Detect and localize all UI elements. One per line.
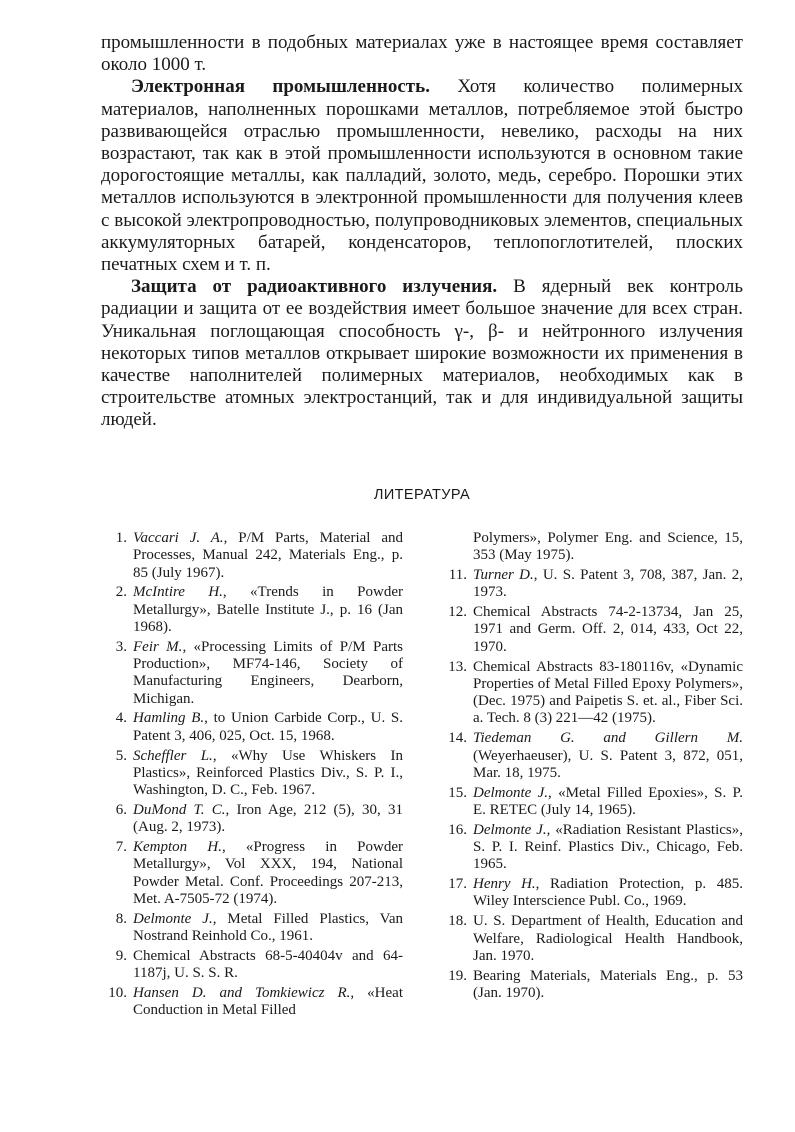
reference-item [441,822,743,874]
reference-text: , P/M Parts, Material and Processes, Manual 242, Materials Eng., p. 85 (July 1967). [133,530,403,581]
reference-text: , «Progress in Powder Metallurgy», Vol XXX, 194, National Powder Metal. Conf. Proceedings 207-213, Met. A-7505-72 (1974). [133,839,403,907]
reference-number: 5. [115,747,127,764]
paragraph-electronics-text: Хотя количество полимерных материалов, наполненных порошками металлов, потребляемое этой быстро развивающейся отраслью промышленности, невелико, расходы на них возрастают, так как в этой промышленности используются в основном такие дорогостоящие металлы, как палладий, золото, медь, серебро. Порошки этих металлов используются в электронной промышленности для получения клеев с высокой электропроводностью, полупроводниковых элементов, специальных аккумуляторных батарей, конденсаторов, теплопоглотителей, плоских печатных схем и т. п. [101,76,743,276]
reference-number: 10. [108,984,127,1001]
reference-item [101,584,403,636]
reference-item [441,913,743,965]
reference-text: , U. S. Patent 3, 708, 387, Jan. 2, 1973. [473,567,743,601]
reference-author: Delmonte J. [473,784,549,801]
reference-author: McIntire H. [133,584,223,601]
reference-author: Turner D. [473,567,534,584]
reference-item [441,604,743,656]
reference-number: 15. [448,784,467,801]
reference-number: 8. [115,910,127,927]
reference-item [101,748,403,800]
paragraph-radiation-text: В ядерный век контроль радиации и защита от ее воздействия имеет большое значение для всех стран. Уникальная поглощающая способность γ-, β- и нейтронного излучения некоторых типов металлов открывает широкие возможности их применения в качестве наполнителей полимерных материалов, необходимых как в строительстве атомных электростанций, так и для индивидуальной защиты людей. [101,276,743,431]
reference-author: Vaccari J. A. [133,530,224,546]
reference-text: (Weyerhaeuser), U. S. Patent 3, 872, 051, Mar. 18, 1975. [473,747,743,781]
reference-text: , Metal Filled Plastics, Van Nostrand Reinhold Co., 1961. [133,910,403,945]
reference-item [101,530,403,582]
section-title-radiation: Защита от радиоактивного излучения. [131,276,498,298]
reference-author: Scheffler L. [133,747,213,764]
reference-text: , «Why Use Whiskers In Plastics», Reinforced Plastics Div., S. P. I., Washington, D. C., Feb. 1967. [133,747,403,799]
reference-number: 11. [448,567,467,584]
reference-author: DuMond T. C. [133,801,226,818]
reference-number: 14. [448,730,467,747]
reference-author: Tiedeman G. and Gillern M. [473,730,743,747]
reference-item [441,968,743,1003]
reference-number: 2. [115,584,127,601]
reference-author: Delmonte J. [133,910,213,927]
reference-number: 12. [448,604,467,621]
reference-text: , «Processing Limits of P/M Parts Production», MF74-146, Society of Manufacturing Engineers, Dearborn, Michigan. [133,638,403,707]
reference-item [441,876,743,911]
paragraph-electronics [101,76,743,276]
reference-text: , Iron Age, 212 (5), 30, 31 (Aug. 2, 1973). [133,801,403,836]
reference-number: 1. [115,530,127,546]
reference-item [441,785,743,820]
reference-author: Delmonte J. [473,821,547,838]
reference-text: , «Heat Conduction in Metal Filled [133,984,403,1019]
reference-continued: Polymers», Polymer Eng. and Science, 15, 353 (May 1975). [473,530,743,564]
reference-item [101,839,403,908]
reference-text: Chemical Abstracts 83-180116v, «Dynamic Properties of Metal Filled Epoxy Polymers», (Dec. 1975) and Paipetis S. et. al., Fiber Sci. a. Tech. 8 (3) 221—42 (1975). [473,658,743,727]
reference-author: Hansen D. and Tomkiewicz R. [133,984,351,1001]
reference-text: Bearing Materials, Materials Eng., p. 53 (Jan. 1970). [473,967,743,1001]
reference-text: U. S. Department of Health, Education and Welfare, Radiological Health Handbook, Jan. 1970. [473,913,743,964]
reference-author: Henry H. [473,876,536,893]
reference-item [101,639,403,708]
reference-number: 9. [115,947,127,964]
reference-number: 17. [448,876,467,893]
section-title-electronics: Электронная промышленность. [131,76,430,98]
reference-item [101,710,403,745]
reference-number: 3. [115,638,127,655]
reference-number: 13. [448,658,467,675]
references-column-right [441,530,743,1005]
reference-text: , «Metal Filled Epoxies», S. P. E. RETEC (July 14, 1965). [473,784,743,818]
references-column-left [101,530,403,1022]
reference-number: 7. [115,839,127,856]
reference-item [441,659,743,728]
body-text [101,32,743,503]
reference-author: Kempton H. [133,839,222,856]
reference-text: , Radiation Protection, p. 485. Wiley Interscience Publ. Co., 1969. [473,876,743,910]
reference-item [101,911,403,946]
reference-number: 6. [115,801,127,818]
reference-item [101,802,403,837]
reference-text: , «Radiation Resistant Plastics», S. P. I. Reinf. Plastics Div., Chicago, Feb. 1965. [473,821,744,873]
reference-item [101,985,403,1020]
reference-item [101,948,403,983]
reference-number: 18. [448,913,467,930]
paragraph-continued: промышленности в подобных материалах уже в настоящее время составляет около 1000 т. [101,32,743,76]
reference-text: Chemical Abstracts 68-5-40404v and 64-1187j, U. S. S. R. [133,947,403,982]
reference-item [441,730,743,782]
paragraph-radiation [101,276,743,431]
reference-text: Chemical Abstracts 74-2-13734, Jan 25, 1971 and Germ. Off. 2, 014, 433, Oct 22, 1970. [473,604,743,655]
reference-author: Hamling B. [133,710,205,727]
reference-text: , to Union Carbide Corp., U. S. Patent 3, 406, 025, Oct. 15, 1968. [133,710,404,744]
reference-number: 16. [448,821,467,838]
reference-number: 4. [115,710,127,727]
references-heading: ЛИТЕРАТУРА [373,487,471,503]
reference-item [441,567,743,602]
reference-author: Feir M. [133,638,183,655]
reference-number: 19. [448,967,467,984]
reference-text: , «Trends in Powder Metallurgy», Batelle Institute J., p. 16 (Jan 1968). [133,584,403,635]
